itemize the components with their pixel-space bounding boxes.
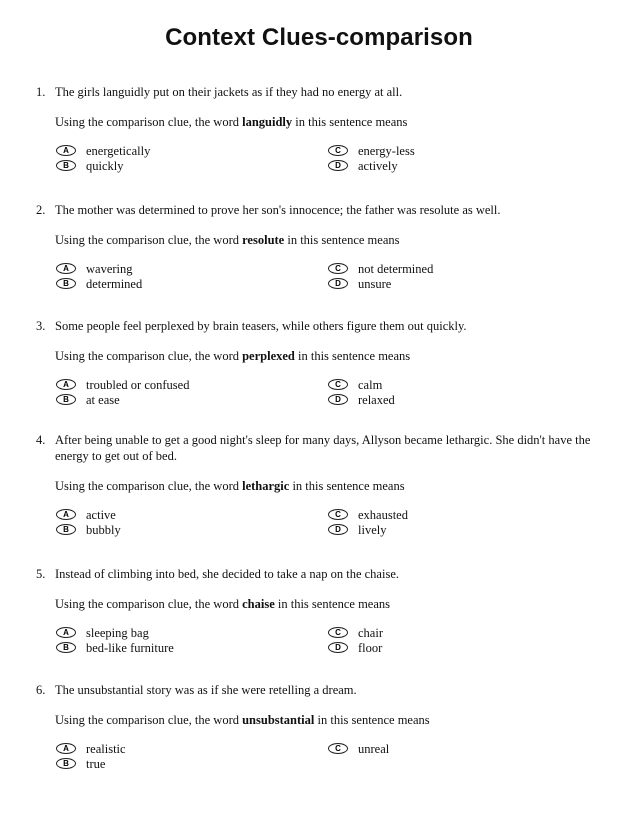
- answer-bubble-icon[interactable]: B: [56, 524, 76, 535]
- answer-bubble-icon[interactable]: B: [56, 642, 76, 653]
- answer-bubble-icon[interactable]: A: [56, 145, 76, 156]
- prompt-suffix: in this sentence means: [317, 713, 430, 727]
- answer-choices: [36, 262, 604, 292]
- answer-bubble-icon[interactable]: A: [56, 379, 76, 390]
- question-number: 4.: [36, 433, 46, 447]
- answer-choice-text: floor: [358, 641, 383, 655]
- answer-choice-text: actively: [358, 159, 398, 173]
- answer-choices: [36, 144, 604, 174]
- question-sentence: After being unable to get a good night's sleep for many days, Allyson became lethargic. She didn't have the energy to get out of bed.: [55, 433, 591, 463]
- answer-choice-text: realistic: [86, 742, 126, 756]
- answer-choices: [36, 742, 604, 772]
- answer-choice-text: not determined: [358, 262, 434, 276]
- answer-choice-text: unsure: [358, 277, 392, 291]
- prompt-prefix: Using the comparison clue, the word: [55, 115, 239, 129]
- answer-bubble-icon[interactable]: D: [328, 278, 348, 289]
- question-number: 3.: [36, 319, 46, 333]
- answer-bubble-icon[interactable]: A: [56, 263, 76, 274]
- question-sentence: The girls languidly put on their jackets as if they had no energy at all.: [55, 85, 403, 99]
- answer-choice-text: quickly: [86, 159, 124, 173]
- question-sentence: Instead of climbing into bed, she decided to take a nap on the chaise.: [55, 567, 399, 581]
- prompt-suffix: in this sentence means: [298, 349, 411, 363]
- question-prompt: [36, 232, 604, 248]
- answer-choice-text: lively: [358, 523, 387, 537]
- question-prompt: [36, 596, 604, 612]
- answer-choice-text: calm: [358, 378, 383, 392]
- answer-bubble-icon[interactable]: D: [328, 524, 348, 535]
- answer-bubble-icon[interactable]: B: [56, 160, 76, 171]
- question-6: [36, 682, 604, 772]
- answer-bubble-icon[interactable]: B: [56, 758, 76, 769]
- answer-choice-text: energetically: [86, 144, 151, 158]
- prompt-suffix: in this sentence means: [292, 479, 405, 493]
- answer-choice-text: troubled or confused: [86, 378, 190, 392]
- answer-choice-text: exhausted: [358, 508, 408, 522]
- question-sentence: Some people feel perplexed by brain teasers, while others figure them out quickly.: [55, 319, 467, 333]
- prompt-suffix: in this sentence means: [287, 233, 400, 247]
- answer-choice-text: wavering: [86, 262, 133, 276]
- answer-bubble-icon[interactable]: C: [328, 509, 348, 520]
- answer-bubble-icon[interactable]: A: [56, 743, 76, 754]
- question-number: 2.: [36, 203, 46, 217]
- question-stem: [36, 682, 604, 698]
- answer-bubble-icon[interactable]: C: [328, 743, 348, 754]
- answer-choice-text: sleeping bag: [86, 626, 149, 640]
- prompt-prefix: Using the comparison clue, the word: [55, 713, 239, 727]
- target-word: chaise: [242, 597, 275, 611]
- question-prompt: [36, 114, 604, 130]
- answer-bubble-icon[interactable]: C: [328, 379, 348, 390]
- target-word: unsubstantial: [242, 713, 315, 727]
- question-stem: [36, 84, 604, 100]
- question-4: [36, 432, 604, 538]
- answer-choice-text: at ease: [86, 393, 120, 407]
- answer-choice-text: chair: [358, 626, 383, 640]
- question-number: 6.: [36, 683, 46, 697]
- question-stem: [36, 432, 604, 464]
- answer-bubble-icon[interactable]: D: [328, 394, 348, 405]
- answer-bubble-icon[interactable]: C: [328, 263, 348, 274]
- answer-choice-text: true: [86, 757, 106, 771]
- target-word: resolute: [242, 233, 285, 247]
- question-prompt: [36, 478, 604, 494]
- question-sentence: The mother was determined to prove her son's innocence; the father was resolute as well.: [55, 203, 501, 217]
- answer-choice-text: bed-like furniture: [86, 641, 174, 655]
- target-word: languidly: [242, 115, 293, 129]
- question-stem: [36, 566, 604, 582]
- prompt-prefix: Using the comparison clue, the word: [55, 479, 239, 493]
- answer-choices: [36, 378, 604, 408]
- prompt-prefix: Using the comparison clue, the word: [55, 233, 239, 247]
- prompt-prefix: Using the comparison clue, the word: [55, 597, 239, 611]
- page-title: Context Clues-comparison: [165, 24, 473, 51]
- question-stem: [36, 318, 604, 334]
- answer-bubble-icon[interactable]: D: [328, 160, 348, 171]
- question-3: [36, 318, 604, 408]
- question-1: [36, 84, 604, 174]
- question-prompt: [36, 712, 604, 728]
- answer-choice-text: unreal: [358, 742, 390, 756]
- answer-choice-text: energy-less: [358, 144, 415, 158]
- prompt-suffix: in this sentence means: [295, 115, 408, 129]
- answer-choices: [36, 508, 604, 538]
- prompt-prefix: Using the comparison clue, the word: [55, 349, 239, 363]
- answer-bubble-icon[interactable]: C: [328, 627, 348, 638]
- question-prompt: [36, 348, 604, 364]
- answer-bubble-icon[interactable]: B: [56, 394, 76, 405]
- answer-bubble-icon[interactable]: A: [56, 627, 76, 638]
- target-word: lethargic: [242, 479, 290, 493]
- question-sentence: The unsubstantial story was as if she were retelling a dream.: [55, 683, 357, 697]
- answer-choice-text: bubbly: [86, 523, 121, 537]
- answer-bubble-icon[interactable]: D: [328, 642, 348, 653]
- prompt-suffix: in this sentence means: [277, 597, 390, 611]
- answer-choices: [36, 626, 604, 656]
- answer-bubble-icon[interactable]: C: [328, 145, 348, 156]
- question-stem: [36, 202, 604, 218]
- answer-choice-text: active: [86, 508, 116, 522]
- question-number: 1.: [36, 85, 46, 99]
- question-number: 5.: [36, 567, 46, 581]
- target-word: perplexed: [242, 349, 295, 363]
- answer-choice-text: relaxed: [358, 393, 395, 407]
- answer-choice-text: determined: [86, 277, 143, 291]
- question-5: [36, 566, 604, 656]
- question-2: [36, 202, 604, 292]
- answer-bubble-icon[interactable]: A: [56, 509, 76, 520]
- answer-bubble-icon[interactable]: B: [56, 278, 76, 289]
